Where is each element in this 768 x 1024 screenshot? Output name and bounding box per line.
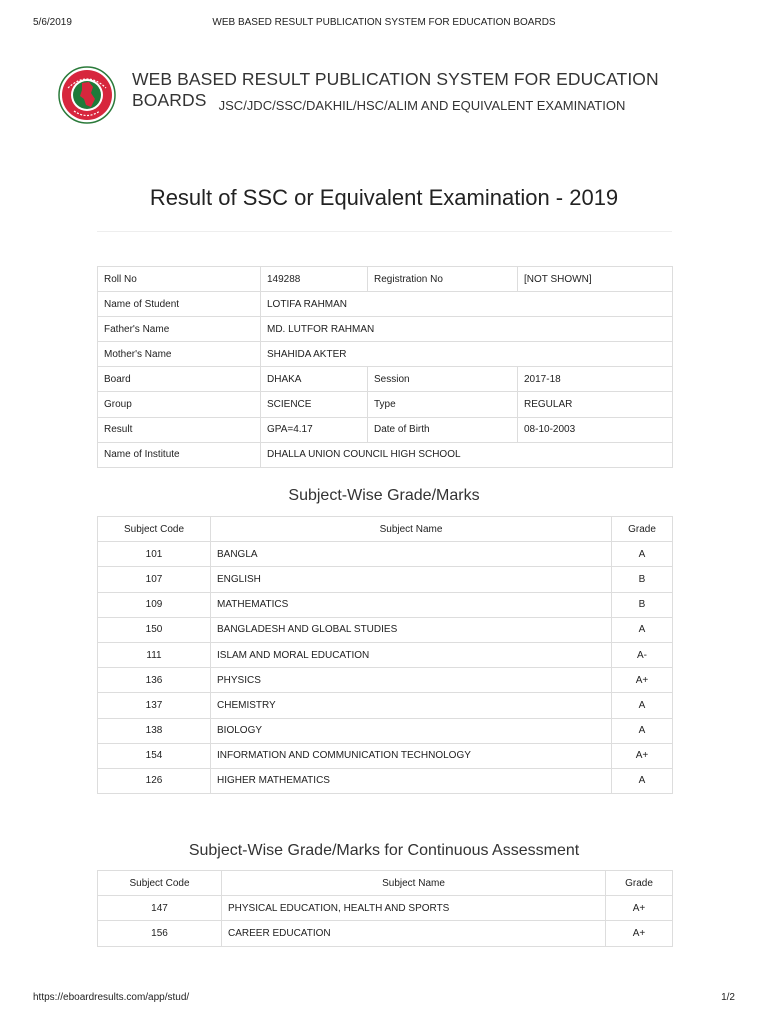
subject-name: INFORMATION AND COMMUNICATION TECHNOLOGY [211, 743, 612, 768]
roll-label: Roll No [98, 267, 261, 292]
subject-grades-table [97, 516, 673, 794]
subject-grade: A+ [606, 896, 673, 921]
continuous-assessment-table [97, 870, 673, 947]
print-footer [33, 992, 735, 1006]
table-row [98, 768, 673, 793]
table-row [98, 567, 673, 592]
subject-code: 107 [98, 567, 211, 592]
subject-code: 101 [98, 542, 211, 567]
board-label: Board [98, 367, 261, 392]
table-row [98, 693, 673, 718]
type-value: REGULAR [518, 392, 673, 417]
subject-grade: B [612, 592, 673, 617]
continuous-assessment-title: Subject-Wise Grade/Marks for Continuous Assessment [188, 842, 580, 859]
mother-name-label: Mother's Name [98, 342, 261, 367]
table-row [98, 921, 673, 946]
subject-code: 126 [98, 768, 211, 793]
subject-code: 137 [98, 693, 211, 718]
subject-name: ISLAM AND MORAL EDUCATION [211, 642, 612, 667]
result-label: Result [98, 417, 261, 442]
table-row [98, 668, 673, 693]
table-row [98, 743, 673, 768]
table-row [98, 367, 673, 392]
table-row [98, 592, 673, 617]
board-value: DHAKA [261, 367, 368, 392]
subject-grade: A+ [612, 668, 673, 693]
subject-code: 150 [98, 617, 211, 642]
table-row [98, 442, 673, 467]
subject-name: HIGHER MATHEMATICS [211, 768, 612, 793]
subject-grade: A- [612, 642, 673, 667]
subject-grade: A [612, 693, 673, 718]
roll-value: 149288 [261, 267, 368, 292]
institute-label: Name of Institute [98, 442, 261, 467]
student-name-value: LOTIFA RAHMAN [261, 292, 673, 317]
government-seal-icon [58, 66, 116, 124]
print-header [33, 17, 735, 31]
column-header: Grade [606, 871, 673, 896]
registration-value: [NOT SHOWN] [518, 267, 673, 292]
registration-label: Registration No [368, 267, 518, 292]
table-header-row [98, 517, 673, 542]
session-value: 2017-18 [518, 367, 673, 392]
subject-grade: A [612, 768, 673, 793]
table-header-row [98, 871, 673, 896]
subject-code: 138 [98, 718, 211, 743]
subject-name: PHYSICS [211, 668, 612, 693]
divider [97, 231, 672, 232]
column-header: Subject Name [211, 517, 612, 542]
subject-grade: A [612, 718, 673, 743]
page-number: 1/2 [721, 992, 735, 1003]
type-label: Type [368, 392, 518, 417]
print-url: https://eboardresults.com/app/stud/ [33, 992, 190, 1003]
subject-name: BANGLA [211, 542, 612, 567]
mother-name-value: SHAHIDA AKTER [261, 342, 673, 367]
table-row [98, 292, 673, 317]
site-title: WEB BASED RESULT PUBLICATION SYSTEM FOR EDUCATION BOARDS [132, 69, 659, 110]
result-heading: Result of SSC or Equivalent Examination - 2019 [149, 185, 619, 210]
student-name-label: Name of Student [98, 292, 261, 317]
print-title: WEB BASED RESULT PUBLICATION SYSTEM FOR EDUCATION BOARDS [212, 17, 556, 28]
site-subtitle: JSC/JDC/SSC/DAKHIL/HSC/ALIM AND EQUIVALENT EXAMINATION [218, 98, 626, 113]
subject-name: MATHEMATICS [211, 592, 612, 617]
session-label: Session [368, 367, 518, 392]
column-header: Grade [612, 517, 673, 542]
father-name-value: MD. LUTFOR RAHMAN [261, 317, 673, 342]
table-row [98, 718, 673, 743]
column-header: Subject Code [98, 871, 222, 896]
subject-code: 154 [98, 743, 211, 768]
subject-name: BANGLADESH AND GLOBAL STUDIES [211, 617, 612, 642]
subject-code: 109 [98, 592, 211, 617]
subject-grade: B [612, 567, 673, 592]
table-row [98, 392, 673, 417]
result-value: GPA=4.17 [261, 417, 368, 442]
table-row [98, 542, 673, 567]
subject-grade: A+ [612, 743, 673, 768]
subject-code: 156 [98, 921, 222, 946]
subject-grade: A [612, 617, 673, 642]
subject-grade: A+ [606, 921, 673, 946]
column-header: Subject Code [98, 517, 211, 542]
student-info-table [97, 266, 673, 468]
subject-code: 136 [98, 668, 211, 693]
subject-name: CAREER EDUCATION [222, 921, 606, 946]
column-header: Subject Name [222, 871, 606, 896]
institute-value: DHALLA UNION COUNCIL HIGH SCHOOL [261, 442, 673, 467]
dob-value: 08-10-2003 [518, 417, 673, 442]
print-date: 5/6/2019 [33, 17, 72, 28]
table-row [98, 267, 673, 292]
subject-name: ENGLISH [211, 567, 612, 592]
group-value: SCIENCE [261, 392, 368, 417]
table-row [98, 417, 673, 442]
subject-name: CHEMISTRY [211, 693, 612, 718]
father-name-label: Father's Name [98, 317, 261, 342]
subject-grade: A [612, 542, 673, 567]
table-row [98, 896, 673, 921]
subject-code: 147 [98, 896, 222, 921]
table-row [98, 317, 673, 342]
table-row [98, 342, 673, 367]
dob-label: Date of Birth [368, 417, 518, 442]
subject-name: PHYSICAL EDUCATION, HEALTH AND SPORTS [222, 896, 606, 921]
table-row [98, 617, 673, 642]
subject-name: BIOLOGY [211, 718, 612, 743]
group-label: Group [98, 392, 261, 417]
subject-code: 111 [98, 642, 211, 667]
table-row [98, 642, 673, 667]
subject-grades-title: Subject-Wise Grade/Marks [288, 487, 480, 504]
